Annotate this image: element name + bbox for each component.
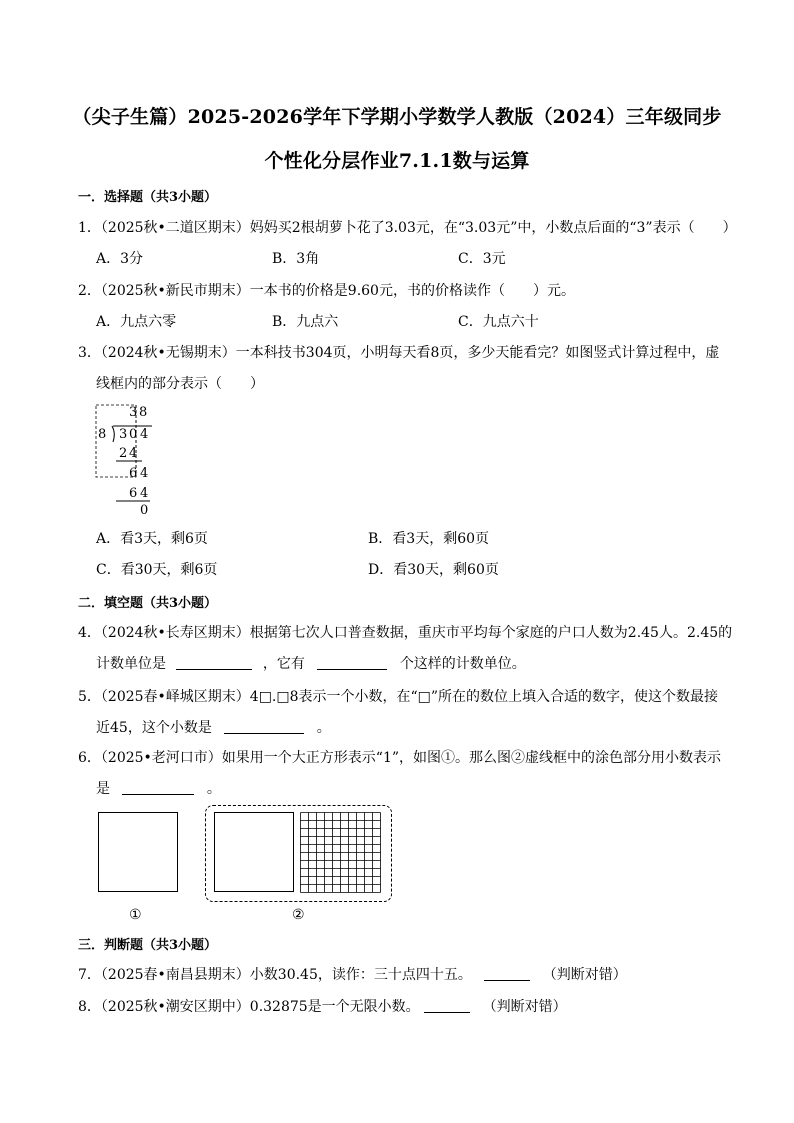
answer-blank[interactable] [176, 655, 252, 670]
question-5-line1: 5．（2025春•峄城区期末）4□.□8表示一个小数，在“□”所在的数位上填入合适的数字，使这个数最接 [78, 689, 719, 705]
difference-digit: 4 [140, 466, 149, 481]
question-1-option-b: B．3角 [272, 251, 320, 267]
question-2-option-b: B．九点六 [272, 314, 339, 330]
question-2-option-a: A．九点六零 [96, 314, 177, 330]
question-4-line1: 4．（2024秋•长寿区期末）根据第七次人口普查数据，重庆市平均每个家庭的户口人数为2.45人。2.45的 [78, 625, 733, 641]
figure-2-square [214, 812, 294, 892]
question-3-line2: 线框内的部分表示（ ） [96, 376, 264, 392]
figure-1-square [98, 812, 178, 892]
dividend-digit: 0 [129, 427, 138, 442]
question-3-option-b: B．看3天，剩60页 [368, 531, 490, 547]
answer-blank[interactable] [317, 655, 387, 670]
answer-blank[interactable] [424, 998, 470, 1013]
question-8-line [78, 996, 567, 1016]
question-1-option-a: A．3分 [96, 251, 144, 267]
question-3-line1: 3．（2024秋•无锡期末）一本科技书304页，小明每天看8页，多少天能看完？如图竖式计算过程中，虚 [78, 345, 720, 361]
section-heading-fill: 二．填空题（共3小题） [78, 596, 218, 611]
question-7-text: 7．（2025春•南昌县期末）小数30.45，读作：三十点四十五。 [78, 967, 472, 983]
question-4-text-a: 计数单位是 [96, 656, 166, 672]
question-6-text-b: 。 [206, 781, 221, 797]
quotient-digit: 3 [129, 405, 138, 420]
question-3-option-c: C．看30天，剩6页 [96, 562, 218, 578]
answer-blank[interactable] [484, 966, 530, 981]
section-heading-judge: 三．判断题（共3小题） [78, 938, 218, 953]
division-bracket [112, 426, 114, 442]
figure-1-label: ① [129, 907, 142, 923]
question-8-suffix: （判断对错） [482, 999, 567, 1015]
product-digit: 4 [140, 486, 149, 501]
question-2-text: 2．（2025秋•新民市期末）一本书的价格是9.60元，书的价格读作（ ）元。 [78, 283, 575, 299]
product-digit: 4 [129, 446, 138, 461]
question-1-option-c: C．3元 [458, 251, 506, 267]
answer-blank[interactable] [224, 719, 304, 734]
question-5-text-b: 。 [316, 720, 331, 736]
divisor: 8 [98, 427, 107, 442]
question-4-text-b: ，它有 [262, 656, 305, 672]
figure-2-grid [300, 812, 381, 893]
section-heading-choice: 一．选择题（共3小题） [78, 190, 218, 205]
question-4-text-c: 个这样的计数单位。 [399, 656, 526, 672]
question-3-option-a: A．看3天，剩6页 [96, 531, 208, 547]
page-title-line2: 个性化分层作业7.1.1数与运算 [264, 150, 530, 172]
question-7-suffix: （判断对错） [542, 967, 627, 983]
question-6-line2 [96, 778, 221, 798]
difference-digit: 6 [129, 466, 138, 481]
page-title-line1: （尖子生篇）2025-2026学年下学期小学数学人教版（2024）三年级同步 [72, 106, 722, 128]
question-2-option-c: C．九点六十 [458, 314, 539, 330]
figure-2-label: ② [292, 907, 305, 923]
question-6-text-a: 是 [96, 781, 110, 797]
question-6-line1: 6．（2025•老河口市）如果用一个大正方形表示“1”，如图①。那么图②虚线框中的涂色部分用小数表示 [78, 750, 722, 766]
question-7-line [78, 964, 627, 984]
question-1-text: 1．（2025秋•二道区期末）妈妈买2根胡萝卜花了3.03元，在“3.03元”中，小数点后面的“3”表示（ ） [78, 220, 737, 236]
answer-blank[interactable] [122, 780, 194, 795]
product-digit: 2 [119, 446, 128, 461]
product-digit: 6 [129, 486, 138, 501]
question-4-line2 [96, 653, 526, 673]
dividend-digit: 3 [119, 427, 128, 442]
quotient-digit: 8 [139, 405, 148, 420]
dividend-digit: 4 [140, 427, 149, 442]
question-3-option-d: D．看30天，剩60页 [368, 562, 499, 578]
question-5-line2 [96, 717, 331, 737]
question-8-text: 8．（2025秋•潮安区期中）0.32875是一个无限小数。 [78, 999, 420, 1015]
remainder: 0 [140, 503, 149, 518]
question-5-text-a: 近45，这个小数是 [96, 720, 212, 736]
long-division-figure [86, 400, 166, 518]
